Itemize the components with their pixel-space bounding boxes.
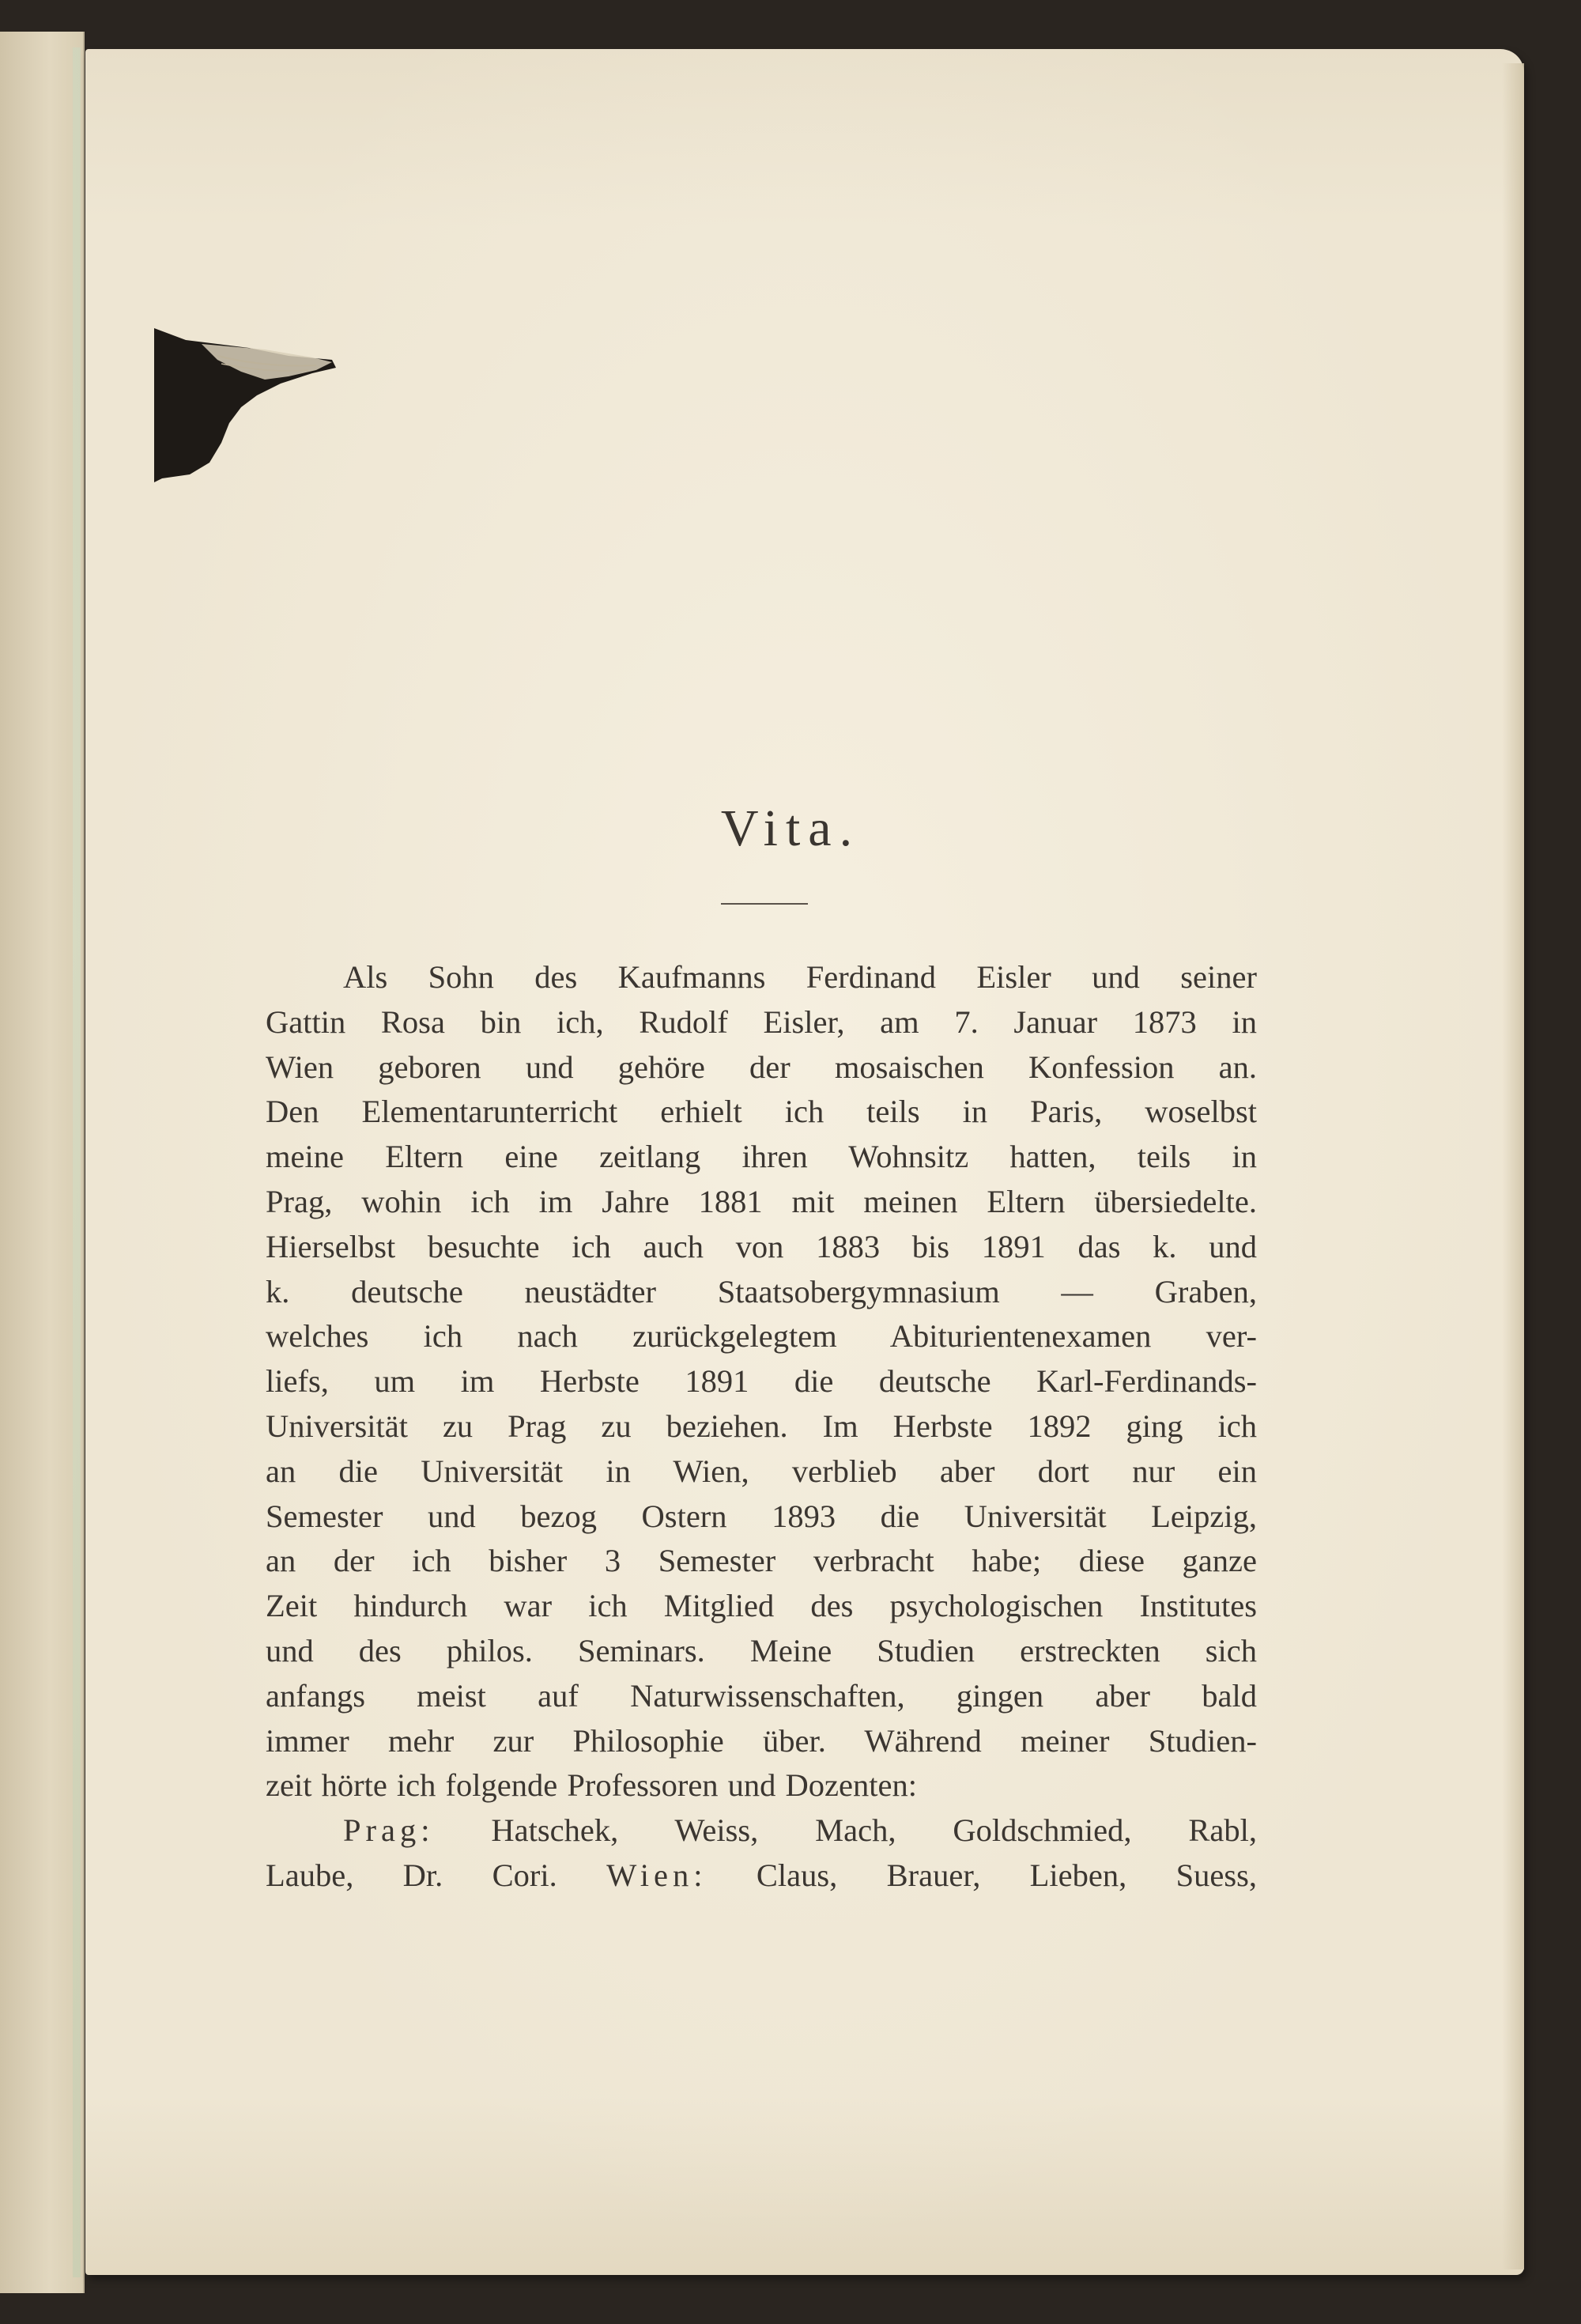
text-line: Semester und bezog Ostern 1893 die Universität Leipzig, [266, 1498, 1257, 1534]
text-line: Zeit hindurch war ich Mitglied des psychologischen Institutes [266, 1588, 1257, 1624]
city-label-prag: Prag: [343, 1812, 435, 1849]
page-edge-shadow [1502, 63, 1524, 2269]
text-line: k. deutsche neustädter Staatsobergymnasium — Graben, [266, 1273, 1257, 1309]
prag-professors-cont: Laube, Dr. Cori. [266, 1857, 557, 1893]
text-line: anfangs meist auf Naturwissenschaften, gingen aber bald [266, 1677, 1257, 1714]
page-title: Vita. [720, 799, 861, 857]
previous-page-edge [0, 32, 85, 2293]
vita-paragraph [266, 955, 1257, 1899]
text-line: an der ich bisher 3 Semester verbracht habe; diese ganze [266, 1543, 1257, 1579]
text-line: welches ich nach zurückgelegtem Abiturientenexamen ver- [266, 1318, 1257, 1355]
text-line: Universität zu Prag zu beziehen. Im Herbste 1892 ging ich [266, 1408, 1257, 1444]
text-line: an die Universität in Wien, verblieb aber dort nur ein [266, 1453, 1257, 1489]
text-line: immer mehr zur Philosophie über. Während meiner Studien- [266, 1722, 1257, 1759]
text-line-wien [266, 1854, 1257, 1899]
text-line: Als Sohn des Kaufmanns Ferdinand Eisler und seiner [343, 959, 1257, 995]
prag-professors: Hatschek, Weiss, Mach, Goldschmied, Rabl, [491, 1812, 1257, 1849]
spine-edge [73, 47, 81, 2277]
text-line: und des philos. Seminars. Meine Studien erstreckten sich [266, 1632, 1257, 1668]
text-line: liefs, um im Herbste 1891 die deutsche Karl-Ferdinands- [266, 1363, 1257, 1400]
title-divider [721, 903, 808, 905]
text-line: Wien geboren und gehöre der mosaischen Konfession an. [266, 1049, 1257, 1085]
torn-corner-icon [154, 324, 360, 482]
text-line: Den Elementarunterricht erhielt ich teils in Paris, woselbst [266, 1094, 1257, 1130]
text-line: Gattin Rosa bin ich, Rudolf Eisler, am 7. Januar 1873 in [266, 1003, 1257, 1040]
text-line: Prag, wohin ich im Jahre 1881 mit meinen Eltern übersiedelte. [266, 1183, 1257, 1219]
text-line: Hierselbst besuchte ich auch von 1883 bis 1891 das k. und [266, 1228, 1257, 1264]
text-line: zeit hörte ich folgende Professoren und Dozenten: [266, 1767, 917, 1804]
text-line-prag [266, 1808, 1257, 1854]
city-label-wien: Wien: [606, 1857, 707, 1893]
wien-professors: Claus, Brauer, Lieben, Suess, [756, 1857, 1258, 1893]
text-line: meine Eltern eine zeitlang ihren Wohnsitz hatten, teils in [266, 1139, 1257, 1175]
